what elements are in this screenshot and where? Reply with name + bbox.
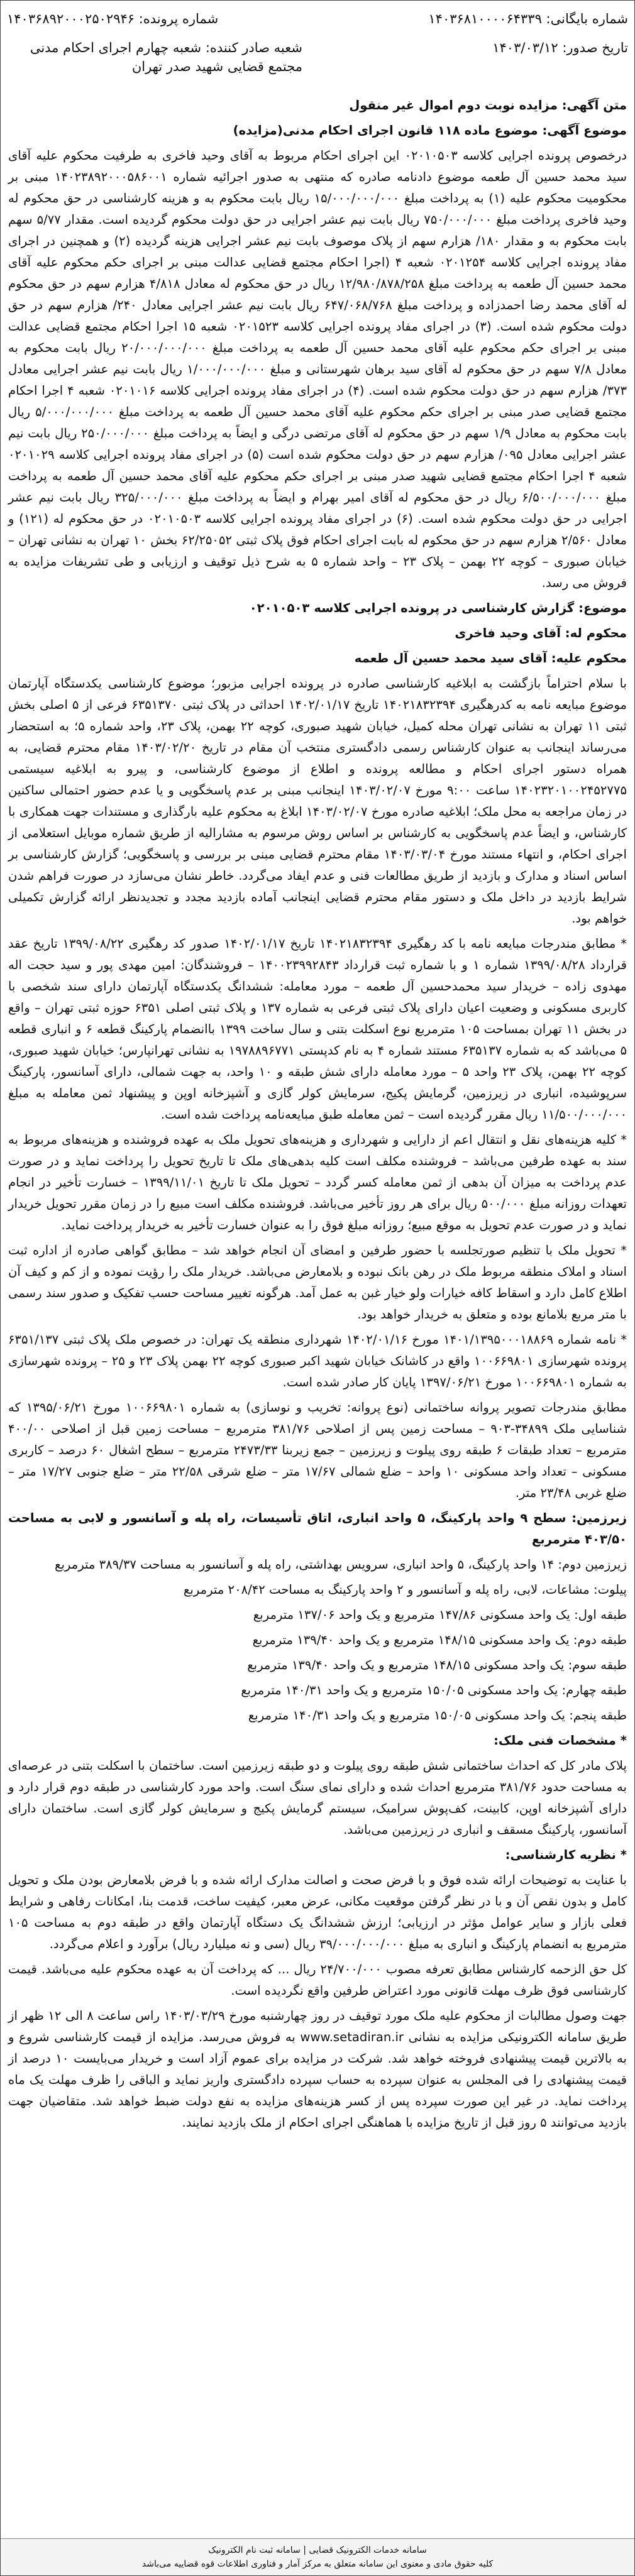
notice-heading: متن آگهی: مزایده نوبت دوم اموال غیر منقول — [349, 98, 627, 112]
notice-heading: * نظریه کارشناسی: — [505, 1848, 627, 1862]
notice-heading: محکوم علیه: آقای سید محمد حسین آل طعمه — [354, 651, 627, 666]
notice-paragraph: * مطابق مندرجات مبایعه نامه با کد رهگیری ۱۴۰۲۱۸۳۲۳۹۴ تاریخ ۱۴۰۲/۰۱/۱۷ صدور کد رهگیری ۱۳۹۹/۰۸/۲۲ تاریخ عقد قرارداد ۱۳۹۹/۰۸/۲۸ شماره ۱ و با شماره ثبت قرارداد ۱۴۰۰۲۳۹۹۲۸۴۳ – فروشندگان: امین مهدی پور و سید حجت اله مهدوی زاده – خریدار سید محمدحسین آل طعمه – مورد معامله: ششدانگ یکدستگاه آپارتمان دارای سند شخصی با کاربری مسکونی و وضعیت اعیان دارای پلاک ثبتی فرعی به شماره ۱۳۷ و پلاک ثبتی اصلی ۶۳۵۱ حوزه ثبتی تهران – واقع در بخش ۱۱ تهران بمساحت ۱۰۵ مترمربع نوع اسکلت بتنی و سال ساخت ۱۳۹۹ باانضمام پارکینگ قطعه ۶ و انباری قطعه ۵ می‌باشد که به شماره ۶۳۵۱۳۷ مستند شماره ۴ به نام کدپستی ۱۹۷۸۸۹۶۷۷۱ به نشانی تهرانپارس؛ خیابان شهید صبوری، کوچه ۲۲ بهمن، پلاک ۲۳ واحد ۵ – مورد معامله دارای شش طبقه و ۱۰ واحد، به جهت شمالی، دارای آسانسور، پارکینگ سرپوشیده، انباری در زیرزمین، گرمایش پکیج، سرمایش کولر گازی و آشپزخانه اوپن و پیشنهاد ثمن معامله به مبلغ ۱۱/۵۰۰/۰۰۰/۰۰۰ ریال مقرر گردیده است – ثمن معامله طبق مبایعه‌نامه پرداخت شده است. — [8, 936, 627, 1122]
notice-heading: محکوم له: آقای وحید فاخری — [455, 626, 627, 640]
notice-paragraph: کل حق الزحمه کارشناس مطابق تعرفه مصوب ۲۴/۷۰۰/۰۰۰ ریال ... که پرداخت آن به عهده محکوم علیه می‌باشد. قیمت کارشناسی فوق ظرف مهلت قانونی مورد اعتراض طرفین واقع نگردیده است. — [8, 1962, 627, 1998]
notice-heading: زیرزمین: سطح ۹ واحد پارکینگ، ۵ واحد انباری، اتاق تأسیسات، راه پله و آسانسور و لابی به مساحت ۴۰۳/۵۰ مترمربع — [8, 1511, 627, 1547]
notice-paragraph: پیلوت: مشاعات، لابی، راه پله و آسانسور و ۲ واحد پارکینگ به مساحت ۲۰۸/۴۲ مترمربع — [183, 1582, 627, 1597]
notice-paragraph: * تحویل ملک با تنظیم صورتجلسه با حضور طرفین و امضای آن انجام خواهد شد – مطابق گواهی صادره از اداره ثبت اسناد و املاک منطقه مربوط ملک در رهن بانک نبوده و بلامعارض می‌باشد. خریدار ملک را رؤیت نموده و از کم و کیف آن اطلاع کامل دارد و اسقاط کافه خیارات ولو خیار غبن به عمل آمد. هرگونه تغییر مساحت حسب تفکیک و صدور سند رسمی با متر مربع بلامانع بوده و متعلق به خریدار خواهد بود. — [8, 1243, 627, 1322]
notice-heading: موضوع: گزارش کارشناسی در پرونده اجرایی کلاسه ۰۲۰۱۰۵۰۳ — [249, 601, 627, 615]
case-number: شماره پرونده: ۱۴۰۳۶۸۹۲۰۰۰۲۵۰۲۹۴۶ — [7, 11, 219, 26]
notice-heading: موضوع آگهی: موضوع ماده ۱۱۸ قانون اجرای احکام مدنی(مزایده) — [233, 123, 627, 138]
notice-paragraph: طبقه اول: یک واحد مسکونی ۱۴۷/۸۶ مترمربع و یک واحد ۱۳۷/۰۶ مترمربع — [253, 1608, 627, 1622]
archive-number: شماره بایگانی: ۱۴۰۳۶۸۱۰۰۰۰۶۴۳۳۹ — [428, 11, 628, 26]
notice-paragraph: مطابق مندرجات تصویر پروانه ساختمانی (نوع پروانه: تخریب و نوسازی) به شماره ۱۰۰۶۶۹۸۰۱ مورخ ۱۳۹۵/۰۶/۲۱ که شناسایی ملک ۳۴۸۹۹-۹۰۳ – مساحت زمین پس از اصلاحی ۳۸۱/۷۶ مترمربع – مساحت زمین قبل از اصلاحی ۴۰۰/۰۰ مترمربع – تعداد طبقات ۶ طبقه روی پیلوت و زیرزمین – جمع زیربنا ۲۴۷۳/۳۳ مترمربع – سطح اشغال ۶۰ درصد – کاربری مسکونی – تعداد واحد مسکونی ۱۰ واحد – ضلع شمالی ۱۷/۶۷ متر – ضلع شرقی ۲۲/۵۸ متر – ضلع جنوبی ۱۷/۲۷ متر – ضلع غربی ۲۳/۴۸ متر. — [8, 1400, 627, 1500]
header — [7, 9, 628, 76]
notice-paragraph: طبقه پنجم: یک واحد مسکونی ۱۵۰/۰۵ مترمربع و یک واحد ۱۴۰/۳۱ مترمربع — [248, 1708, 627, 1723]
notice-body — [8, 95, 627, 2538]
notice-paragraph: پلاک مادر کل که احداث ساختمانی شش طبقه روی پیلوت و دو طبقه زیرزمین است. ساختمان با اسکلت بتنی در عرصه‌ای به مساحت حدود ۳۸۱/۷۶ مترمربع احداث شده و دارای نمای سنگ است. واحد مورد کارشناسی در طبقه دوم قرار دارد و دارای آشپزخانه اوپن، کابینت، کف‌پوش سرامیک، سیستم گرمایش پکیج و سرمایش کولر گازی است. ساختمان دارای آسانسور، پارکینگ مسقف و انباری در زیرزمین می‌باشد. — [8, 1758, 627, 1837]
notice-paragraph: با سلام احتراماً بازگشت به ابلاغیه کارشناسی صادره در پرونده اجرایی مزبور؛ موضوع کارشناسی یکدستگاه آپارتمان موضوع مبایعه نامه به کدرهگیری ۱۴۰۲۱۸۳۲۳۹۴ تاریخ ۱۴۰۲/۰۱/۱۷ احداثی در پلاک ثبتی ۶۳۵۱۳۷۰ فرعی از ۵ اصلی بخش ثبتی ۱۱ تهران به نشانی تهران محله کمیل، خیابان شهید صبوری، کوچه ۲۲ بهمن، پلاک ۲۳، واحد شماره ۵؛ به استحضار می‌رساند اینجانب به عنوان کارشناس رسمی دادگستری منتخب آن مقام در تاریخ ۱۴۰۳/۰۲/۲۰ مقام محترم قضایی، به همراه دستور اجرای احکام و مطالعه پرونده و اطلاع از موضوع کارشناسی، و پیرو به ابلاغیه سیستمی ۱۴۰۲۳۲۰۱۰۰۲۴۵۲۷۷۵ ساعت ۹:۰۰ مورخ ۱۴۰۳/۰۲/۰۷ اینجانب مبنی بر عدم پاسخگویی و یا عدم حضور احتمالی ساکنین در زمان مراجعه به محل ملک؛ ابلاغیه صادره مورخ ۱۴۰۳/۰۲/۰۷ ابلاغ به محکوم علیه بارگذاری و مستندات جهت همکاری با کارشناس، و ایضاً عدم پاسخگویی به کارشناس بر اساس روش مرسوم به مشارالیه از طریق شماره موبایل استعلامی از اجرای احکام، و انتهاء مستند مورخ ۱۴۰۳/۰۳/۰۴ مقام محترم قضایی مبنی بر بررسی و پاسخگویی؛ گزارش کارشناسی بر اساس اسناد و مدارک و بازدید از طریق مطالعات فنی و عدم ایفاد می‌گردد. خاطر نشان می‌سازد در صورت فراهم شدن شرایط بازدید در داخل ملک و دستور مقام محترم قضایی اینجانب آماده بازدید مجدد و تجدیدنظر ارائه گزارش تکمیلی خواهم بود. — [8, 676, 627, 926]
notice-paragraph: زیرزمین دوم: ۱۴ واحد پارکینگ، ۵ واحد انباری، سرویس بهداشتی، راه پله و آسانسور به مساحت ۳۸۹/۳۷ مترمربع — [55, 1557, 627, 1572]
footer-copyright: کلیه حقوق مادی و معنوی این سامانه متعلق به مرکز آمار و فناوری اطلاعات قوه قضاییه می‌باشد — [141, 2559, 494, 2569]
notice-paragraph: درخصوص پرونده اجرایی کلاسه ۰۲۰۱۰۵۰۳ این اجرای احکام مربوط به آقای وحید فاخری به طرفیت محکوم علیه آقای سید محمد حسین آل طعمه موضوع دادنامه صادره که منتهی به صدور اجرائیه شماره ۱۴۰۲۳۸۹۲۰۰۰۵۸۶۰۰۱ مبنی بر محکومیت محکوم علیه (۱) به پرداخت مبلغ ۱۵/۰۰۰/۰۰۰/۰۰۰ ریال بابت محکوم به و هزینه کارشناسی در حق محکوم له وحید فاخری پرداخت مبلغ ۷۵۰/۰۰۰/۰۰۰ ریال بابت نیم عشر اجرایی در حق دولت محکوم گردیده است. مقدار ۵/۷۷ سهم بابت محکوم به و مقدار ۱۸۰/ هزارم سهم از پلاک موصوف بابت نیم عشر اجرایی هزینه گردیده (۲) و همچنین در اجرای مفاد پرونده اجرایی کلاسه ۰۲۰۱۲۵۴ شعبه ۴ (اجرا احکام مجتمع قضایی عدالت مبنی بر اجرای حکم محکوم علیه آقای محمد حسین آل طعمه به پرداخت مبلغ ۱۲/۹۸۰/۸۷۸/۲۵۸ ریال در حق محکوم له معادل ۴/۸۱۸ هزارم سهم در حق محکوم له آقای محمد رضا احمدزاده و پرداخت مبلغ ۶۴۷/۰۶۸/۷۶۸ ریال بابت نیم عشر اجرایی معادل ۲۴۰/ هزارم سهم در حق دولت محکوم شده است. (۳) در اجرای مفاد پرونده اجرایی کلاسه ۰۲۰۱۵۲۳ شعبه ۱۵ اجرا احکام مجتمع قضایی عدالت مبنی بر اجرای حکم محکوم علیه آقای محمد حسین آل طعمه به پرداخت مبلغ ۲۰/۰۰۰/۰۰۰/۰۰۰ ریال بابت محکوم به معادل ۷/۸ سهم در حق محکوم له آقای سید برهان شهرستانی و مبلغ ۱/۰۰۰/۰۰۰/۰۰۰ ریال بابت نیم عشر اجرایی معادل ۳۷۳/ هزارم سهم در حق دولت محکوم شده است. (۴) در اجرای مفاد پرونده اجرایی کلاسه ۰۲۰۱۰۱۶ شعبه ۴ اجرا احکام مجتمع قضایی صدر مبنی بر اجرای حکم محکوم علیه آقای محمد حسین آل طعمه به پرداخت مبلغ ۵/۰۰۰/۰۰۰/۰۰۰ ریال بابت محکوم به معادل ۱/۹ سهم در حق محکوم له آقای مرتضی درگی و ایضاً به پرداخت مبلغ ۲۵۰/۰۰۰/۰۰۰ ریال بابت نیم عشر اجرایی معادل ۰۹۵/ هزارم سهم در حق دولت محکوم شده است (۵) در اجرای مفاد پرونده اجرایی کلاسه ۰۲۰۱۰۲۹ شعبه ۴ اجرا احکام مجتمع قضایی شهید صدر مبنی بر اجرای حکم محکوم علیه آقای محمد حسین آل طعمه به پرداخت مبلغ ۶/۵۰۰/۰۰۰/۰۰۰ ریال در حق محکوم له آقای امیر بهرام و ایضاً به پرداخت مبلغ ۳۲۵/۰۰۰/۰۰۰ ریال بابت نیم عشر اجرایی در حق دولت محکوم شده است. (۶) در اجرای مفاد پرونده اجرایی کلاسه ۰۲۰۱۰۵۰۳ در حق محکوم له (۱۲۱) و معادل ۲/۵۶۰ هزارم سهم در حق محکوم له بابت اجرای احکام فوق پلاک ثبتی ۶۲/۲۵۰۵۲ بخش ۱۰ تهران به نشانی تهران – خیابان صبوری – کوچه ۲۲ بهمن – پلاک ۲۳ – واحد شماره ۵ به شرح ذیل توقیف و ارزیابی و طی تشریفات مزایده به فروش می رسد. — [8, 148, 627, 590]
notice-heading: * مشخصات فنی ملک: — [494, 1733, 627, 1748]
notice-paragraph: * نامه شماره ۱۴۰۱/۱۳۹۵۰۰۰۱۸۸۶۹ مورخ ۱۴۰۲/۰۱/۱۶ شهرداری منطقه یک تهران: در خصوص ملک پلاک ثبتی ۶۳۵۱/۱۳۷ پرونده شهرسازی ۱۰۰۶۶۹۸۰۱ واقع در کاشانک خیابان شهید اکبر صبوری کوچه ۲۲ بهمن پلاک ۲۳ و ۲۵ – پرونده شهرسازی به شماره ۱۰۰۶۶۹۸۰۱ مورخ ۱۳۹۷/۰۶/۲۱ پایان کار صادر شده است. — [8, 1332, 627, 1389]
issuing-branch: شعبه صادر کننده: شعبه چهارم اجرای احکام مدنی مجتمع قضایی شهید صدر تهران — [30, 40, 302, 74]
footer — [1, 2538, 634, 2575]
notice-paragraph: طبقه چهارم: یک واحد مسکونی ۱۵۰/۰۵ مترمربع و یک واحد ۱۴۰/۳۱ مترمربع — [241, 1683, 627, 1697]
footer-links[interactable]: سامانه خدمات الکترونیک قضایی | سامانه ثبت نام الکترونیک — [208, 2545, 427, 2555]
notice-paragraph: با عنایت به توضیحات ارائه شده فوق و با فرض صحت و اصالت مدارک ارائه شده و با فرض بلامعارض بودن ملک و تحویل کامل و بدون نقص آن و با در نظر گرفتن موقعیت مکانی، عرض معبر، کیفیت ساخت، قدمت بنا، امکانات رفاهی و شرایط فعلی بازار و سایر عوامل مؤثر در ارزیابی؛ ارزش ششدانگ یک دستگاه آپارتمان واقع در طبقه دوم به مساحت ۱۰۵ مترمربع به انضمام پارکینگ و انباری به مبلغ ۳۹/۰۰۰/۰۰۰/۰۰۰ ریال (سی و نه میلیارد ریال) برآورد و اعلام می‌گردد. — [8, 1873, 627, 1951]
notice-paragraph: طبقه دوم: یک واحد مسکونی ۱۴۸/۱۵ مترمربع و یک واحد ۱۳۹/۴۰ مترمربع — [252, 1633, 627, 1647]
notice-paragraph: جهت وصول مطالبات از محکوم علیه ملک مورد توقیف در روز چهارشنبه مورخ ۱۴۰۳/۰۳/۲۹ راس ساعت ۸ الی ۱۲ ظهر از طریق سامانه الکترونیکی مزایده به نشانی www.setadiran.ir به فروش می‌رسد. مزایده از قیمت کارشناسی شروع و به بالاترین قیمت پیشنهادی فروخته خواهد شد. شرکت در مزایده برای عموم آزاد است و خریدار می‌بایست ۱۰ درصد از قیمت پیشنهادی را فی المجلس به عنوان سپرده به حساب سپرده دادگستری واریز نماید و الباقی را ظرف مهلت یک ماه پرداخت نماید. در غیر این صورت سپرده پس از کسر هزینه‌های مزایده به نفع دولت ضبط خواهد شد. متقاضیان جهت بازدید می‌توانند ۵ روز قبل از تاریخ مزایده با هماهنگی اجرای احکام از ملک بازدید نمایند. — [8, 2009, 627, 2130]
notice-paragraph: * کلیه هزینه‌های نقل و انتقال اعم از دارایی و شهرداری و هزینه‌های تحویل ملک به عهده فروشنده و هزینه‌های مربوط به سند به عهده طرفین می‌باشد – فروشنده مکلف است کلیه بدهی‌های ملک تا تاریخ تحویل را پرداخت نماید و در صورت عدم پرداخت به میزان آن بدهی از ثمن معامله کسر گردد – تحویل ملک تا تاریخ ۱۳۹۹/۱۱/۰۱ – خسارت تأخیر در انجام تعهدات روزانه مبلغ ۵۰۰/۰۰۰ ریال برای هر روز تأخیر می‌باشد. فروشنده مکلف است مبیع را در زمان مقرر تحویل خریدار نماید و در صورت عدم تحویل به موقع مبیع؛ روزانه مبلغ فوق را به عنوان خسارت تأخیر به خریدار پرداخت نماید. — [8, 1132, 627, 1232]
notice-paragraph: طبقه سوم: یک واحد مسکونی ۱۴۸/۱۵ مترمربع و یک واحد ۱۳۹/۴۰ مترمربع — [247, 1658, 627, 1672]
issue-date: تاریخ صدور: ۱۴۰۳/۰۳/۱۲ — [492, 40, 628, 55]
